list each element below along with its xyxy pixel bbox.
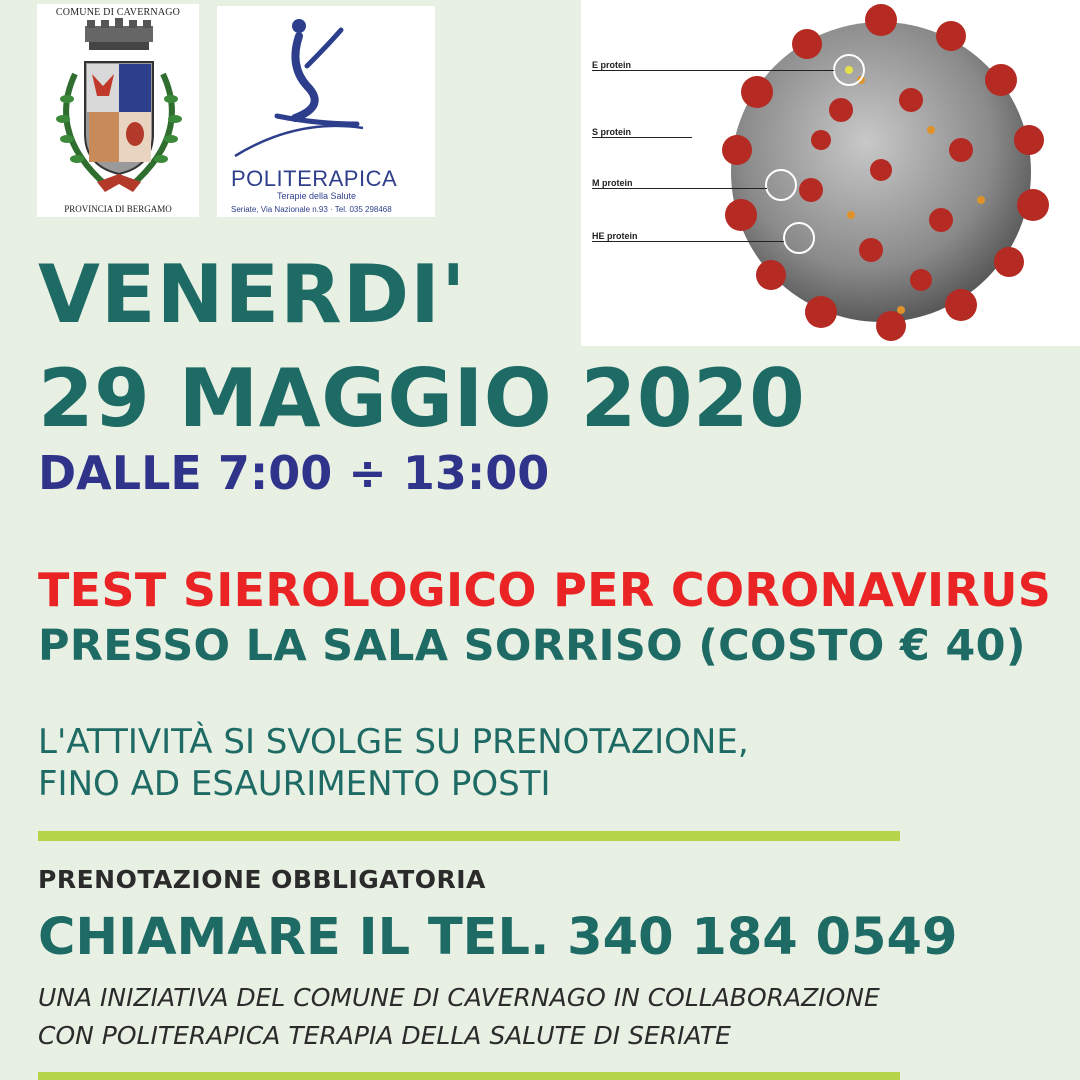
- event-date: 29 MAGGIO 2020: [38, 352, 806, 445]
- booking-info-line1: L'ATTIVITÀ SI SVOLGE SU PRENOTAZIONE,: [38, 722, 749, 762]
- politerapica-tagline: Terapie della Salute: [277, 191, 357, 201]
- coat-of-arms-icon: [37, 4, 199, 217]
- event-time: DALLE 7:00 ÷ 13:00: [38, 446, 550, 500]
- dancer-figure-icon: [217, 6, 435, 166]
- booking-info-line2: FINO AD ESAURIMENTO POSTI: [38, 764, 551, 804]
- footer-line2: CON POLITERAPICA TERAPIA DELLA SALUTE DI SERIATE: [38, 1021, 731, 1050]
- s-protein-pointer: [592, 137, 692, 138]
- booking-mandatory-label: PRENOTAZIONE OBBLIGATORIA: [38, 865, 486, 894]
- he-protein-label: HE protein: [592, 231, 638, 241]
- e-protein-label: E protein: [592, 60, 632, 70]
- footer-line1: UNA INIZIATIVA DEL COMUNE DI CAVERNAGO IN COLLABORAZIONE: [38, 983, 880, 1012]
- test-place: PRESSO LA SALA SORRISO (COSTO € 40): [38, 621, 1026, 671]
- divider-top: [38, 831, 900, 841]
- comune-logo-title: COMUNE DI CAVERNAGO: [55, 7, 181, 18]
- e-protein-pointer: [592, 70, 834, 71]
- politerapica-name: POLITERAPICA: [231, 166, 398, 191]
- divider-bottom: [38, 1072, 900, 1080]
- test-title: TEST SIEROLOGICO PER CORONAVIRUS: [38, 563, 1052, 617]
- coronavirus-icon: [581, 0, 1080, 346]
- event-day: VENERDI': [38, 248, 467, 341]
- comune-logo-subtitle: PROVINCIA DI BERGAMO: [64, 204, 172, 214]
- m-protein-pointer: [592, 188, 767, 189]
- phone-contact[interactable]: CHIAMARE IL TEL. 340 184 0549: [38, 908, 958, 967]
- s-protein-label: S protein: [592, 127, 632, 137]
- comune-logo: [37, 4, 199, 217]
- coronavirus-diagram: [581, 0, 1080, 346]
- m-protein-label: M protein: [592, 178, 633, 188]
- politerapica-logo: [217, 6, 435, 217]
- politerapica-address: Seriate, Via Nazionale n.93 · Tel. 035 298468: [231, 205, 392, 214]
- he-protein-pointer: [592, 241, 784, 242]
